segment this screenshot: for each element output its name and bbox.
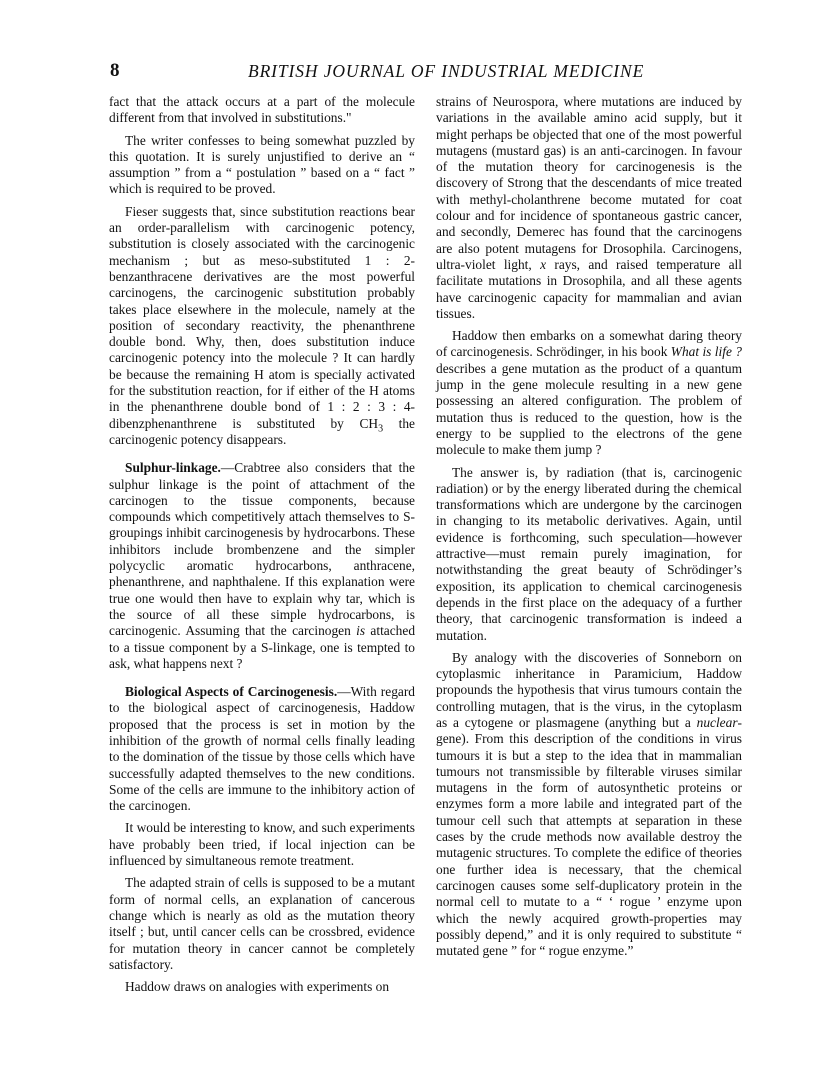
italic-text: is (356, 623, 366, 639)
paragraph: Haddow draws on analogies with experiments on (125, 979, 390, 995)
section-sulphur-linkage (109, 460, 415, 672)
right-column (436, 94, 742, 965)
paragraph: The answer is, by radiation (that is, carcinogenic radiation) or by the energy liberated during the chemical transformations which are undergone by the carcinogen in changing to its metabolic derivatives. Again, until evidence is forthcoming, such speculation—however attractive—must remain purely imagination, for notwithstanding the great beauty of Schrödinger’s exposition, its application to chemical carcinogenesis depends in the first place on the adequacy of a further theory, that carcinogenic transformation is indeed a mutation. (436, 464, 742, 643)
paragraph-text: By analogy with the discoveries of Sonneborn on cytoplasmic inheritance in Paramicium, Haddow propounds the hypothesis that virus tumours contain the controlling mutagen, that is the virus, in the cytoplasm as a cytogene or plasmagene (anything but a (436, 649, 742, 730)
book-title: What is life ? (670, 344, 742, 360)
paragraph-text: describes a gene mutation as the product of a quantum jump in the gene molecule resulting in a new gene possessing an altered configuration. The problem of mutation thus is reduced to the question, how is the energy to be supplied to the electrons of the gene molecule to make them jump ? (436, 360, 742, 458)
paragraph-text: Haddow then embarks on a somewhat daring theory of carcinogenesis. Schrödinger, in his book (436, 328, 742, 360)
paragraph-text: —Crabtree also considers that the sulphur linkage is the point of attachment of the carcinogen to the tissue components, because compounds which competitively attach themselves to S-groupings inhibit carcinogenesis by hydrocarbons. These inhibitors include brombenzene and the simpler polycyclic aromatic hydrocarbons, anthracene, phenanthrene, and naphthalene. If this explanation were true one would then have to explain why tar, which is the source of all these simple hydrocarbons, is carcinogenic. Assuming that the carcinogen (109, 460, 415, 639)
section-biological-aspects (109, 684, 415, 814)
paragraph-text: -gene). From this description of the conditions in virus tumours it is but a step to the idea that in mammalian tumours not transmissible by filterable viruses similar mutagens in the form of autosynthetic proteins or enzymes form a more labile and integrated part of the tumour cell such that attempts at separation in these cases by the crude methods now available destroy the mutagenic structures. To complete the edifice of theories one further idea is necessary, that the chemical carcinogen causes some self-duplicatory protein in the normal cell to mutate to a “ ‘ rogue ’ enzyme upon which the newly acquired growth-properties may possibly depend,” and it is only required to substitute “ mutated gene ” for “ rogue enzyme.” (436, 714, 742, 959)
paragraph: The writer confesses to being somewhat puzzled by this quotation. It is surely unjustified to derive an “ assumption ” from a “ postulation ” based on a “ fact ” which is required to be proved. (109, 132, 415, 197)
journal-title: BRITISH JOURNAL OF INDUSTRIAL MEDICINE (248, 61, 645, 81)
paragraph-text: rays, and raised temperature all facilitate mutations in Drosophila, and all these agents have carcinogenic capacity for mammalian and avian tissues. (436, 256, 743, 321)
paragraph-text: the carcinogenic potency disappears. (109, 415, 415, 447)
page-number: 8 (110, 60, 120, 81)
paragraph: It would be interesting to know, and such experiments have probably been tried, if local injection can be influenced by simultaneous remote treatment. (109, 820, 415, 869)
paragraph-text: attached to a tissue component by a S-linkage, one is tempted to ask, what happens next ? (109, 623, 416, 671)
paragraph-text: Fieser suggests that, since substitution reactions bear an order-parallelism with carcinogenic potency, substitution is closely associated with the carcinogenic mechanism ; but as meso-substituted 1 : 2-benzanthracene derivatives are the most powerful carcinogens, the carcinogenic substitution probably takes place elsewhere in the molecule, namely at the position of secondary reactivity, the phenanthrene double bond. Why, then, does substitution induce carcinogenic potency into the molecule ? It can hardly be because the remaining H atom is specially activated for the substitution reaction, for if either of the H atoms in the phenanthrene double bond of 1 : 2 : 3 : 4-dibenzphenanthrene is substituted by CH (109, 203, 415, 431)
italic-text: nuclear (696, 714, 738, 730)
section-heading: Biological Aspects of Carcinogenesis. (125, 684, 338, 700)
paragraph-text: strains of Neurospora, where mutations are induced by variations in the available amino acid supply, but it might perhaps be objected that one of the most powerful mutagens (mustard gas) is an anti-carcinogen. In favour of the mutation theory for carcinogenesis is the discovery of Strong that the descendants of mice treated with methyl-cholanthrene become mutated for coat colour and for incidence of spontaneous gastric cancer, and secondly, Demerec has found that the carcinogens are also potent mutagens for Drosophila. Carcinogens, ultra-violet light, (436, 94, 742, 272)
paragraph (436, 650, 742, 960)
italic-text: x (540, 256, 547, 272)
paragraph-text: —With regard to the biological aspect of carcinogenesis, Haddow proposed that the process is set in motion by the inhibition of the growth of normal cells finally leading to the domination of the tissue by those cells which have successfully adapted themselves to the new conditions. Some of the cells are immune to the inhibitory action of the carcinogen. (109, 684, 415, 814)
paragraph: The adapted strain of cells is supposed to be a mutant form of normal cells, an explanation of cancerous change which is nearly as old as the mutation theory itself ; but, until cancer cells can be crossbred, evidence for mutation theory in cancer cannot be completely satisfactory. (109, 875, 415, 972)
paragraph (109, 204, 415, 448)
paragraph: fact that the attack occurs at a part of the molecule different from that involved in substitutions." (109, 94, 415, 126)
page-header (110, 60, 730, 86)
left-column (109, 94, 415, 1001)
subscript: 3 (378, 423, 384, 435)
section-heading: Sulphur-linkage. (125, 460, 221, 476)
paragraph (436, 94, 742, 322)
paragraph (436, 328, 742, 458)
